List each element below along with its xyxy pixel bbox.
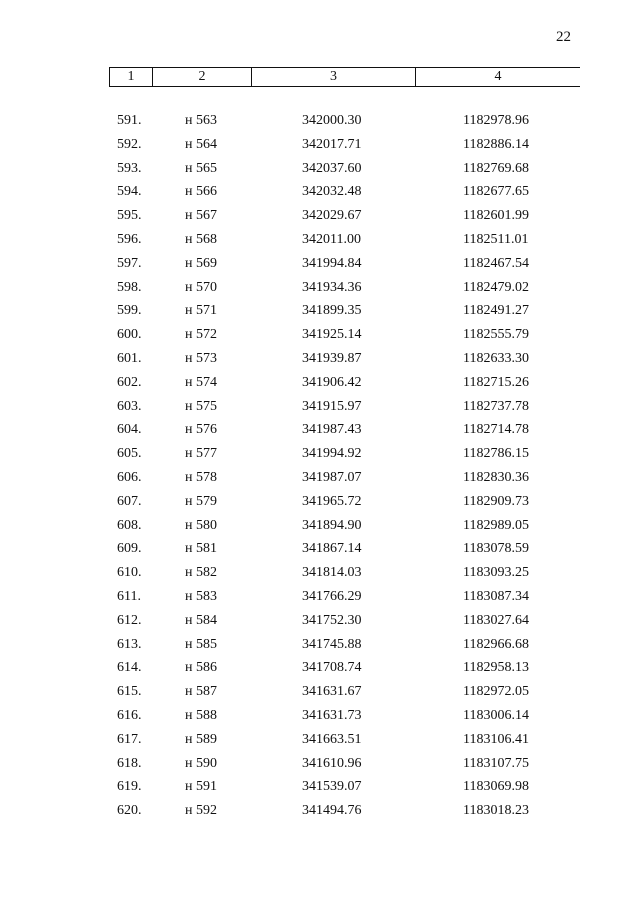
point-name: н 576 bbox=[185, 422, 217, 438]
coord-x: 341987.07 bbox=[302, 469, 362, 485]
point-name: н 586 bbox=[185, 660, 217, 676]
table-row bbox=[0, 276, 639, 300]
coord-y: 1182601.99 bbox=[463, 208, 529, 224]
table-row bbox=[0, 442, 639, 466]
table-row bbox=[0, 323, 639, 347]
coord-y: 1183027.64 bbox=[463, 612, 529, 628]
row-number: 604. bbox=[117, 422, 142, 438]
coord-y: 1183006.14 bbox=[463, 707, 529, 723]
coord-y: 1182989.05 bbox=[463, 517, 529, 533]
coord-y: 1182714.78 bbox=[463, 422, 529, 438]
coord-y: 1183093.25 bbox=[463, 565, 529, 581]
row-number: 607. bbox=[117, 493, 142, 509]
coord-y: 1182633.30 bbox=[463, 350, 529, 366]
coord-x: 341814.03 bbox=[302, 565, 362, 581]
row-number: 620. bbox=[117, 803, 142, 819]
point-name: н 578 bbox=[185, 469, 217, 485]
coord-x: 341867.14 bbox=[302, 541, 362, 557]
coord-y: 1183087.34 bbox=[463, 588, 529, 604]
coord-y: 1182966.68 bbox=[463, 636, 529, 652]
coord-y: 1182886.14 bbox=[463, 136, 529, 152]
row-number: 611. bbox=[117, 588, 141, 604]
row-number: 603. bbox=[117, 398, 142, 414]
row-number: 609. bbox=[117, 541, 142, 557]
coord-x: 342017.71 bbox=[302, 136, 362, 152]
coord-x: 342029.67 bbox=[302, 208, 362, 224]
coord-x: 341994.92 bbox=[302, 446, 362, 462]
point-name: н 589 bbox=[185, 731, 217, 747]
coord-y: 1183018.23 bbox=[463, 803, 529, 819]
table-row bbox=[0, 228, 639, 252]
point-name: н 564 bbox=[185, 136, 217, 152]
coord-y: 1183069.98 bbox=[463, 779, 529, 795]
table-row bbox=[0, 157, 639, 181]
row-number: 596. bbox=[117, 231, 142, 247]
table-row bbox=[0, 752, 639, 776]
coord-x: 341745.88 bbox=[302, 636, 362, 652]
coord-y: 1182479.02 bbox=[463, 279, 529, 295]
row-number: 612. bbox=[117, 612, 142, 628]
table-row bbox=[0, 347, 639, 371]
point-name: н 580 bbox=[185, 517, 217, 533]
coord-x: 341708.74 bbox=[302, 660, 362, 676]
row-number: 601. bbox=[117, 350, 142, 366]
header-col-1: 1 bbox=[109, 68, 153, 86]
row-number: 602. bbox=[117, 374, 142, 390]
point-name: н 585 bbox=[185, 636, 217, 652]
coord-x: 341899.35 bbox=[302, 303, 362, 319]
table-body bbox=[0, 109, 639, 823]
table-row bbox=[0, 180, 639, 204]
table-row bbox=[0, 656, 639, 680]
coord-y: 1182737.78 bbox=[463, 398, 529, 414]
coord-y: 1182491.27 bbox=[463, 303, 529, 319]
point-name: н 570 bbox=[185, 279, 217, 295]
coord-y: 1182511.01 bbox=[463, 231, 529, 247]
table-row bbox=[0, 561, 639, 585]
table-row bbox=[0, 252, 639, 276]
point-name: н 571 bbox=[185, 303, 217, 319]
table-row bbox=[0, 799, 639, 823]
row-number: 606. bbox=[117, 469, 142, 485]
coord-y: 1182786.15 bbox=[463, 446, 529, 462]
table-row bbox=[0, 680, 639, 704]
coord-y: 1182467.54 bbox=[463, 255, 529, 271]
coord-x: 341663.51 bbox=[302, 731, 362, 747]
row-number: 594. bbox=[117, 184, 142, 200]
coord-y: 1182978.96 bbox=[463, 113, 529, 128]
point-name: н 577 bbox=[185, 446, 217, 462]
row-number: 592. bbox=[117, 136, 142, 152]
coord-x: 341766.29 bbox=[302, 588, 362, 604]
row-number: 600. bbox=[117, 327, 142, 343]
row-number: 597. bbox=[117, 255, 142, 271]
coord-y: 1182909.73 bbox=[463, 493, 529, 509]
table-row bbox=[0, 133, 639, 157]
row-number: 593. bbox=[117, 160, 142, 176]
coord-x: 341539.07 bbox=[302, 779, 362, 795]
coord-y: 1182677.65 bbox=[463, 184, 529, 200]
table-row bbox=[0, 395, 639, 419]
coord-y: 1182769.68 bbox=[463, 160, 529, 176]
page-number: 22 bbox=[556, 29, 571, 45]
coord-x: 341894.90 bbox=[302, 517, 362, 533]
coord-x: 342011.00 bbox=[302, 231, 361, 247]
coord-x: 341915.97 bbox=[302, 398, 362, 414]
table-row bbox=[0, 466, 639, 490]
coord-x: 341494.76 bbox=[302, 803, 362, 819]
point-name: н 563 bbox=[185, 113, 217, 128]
row-number: 591. bbox=[117, 113, 142, 128]
point-name: н 569 bbox=[185, 255, 217, 271]
point-name: н 579 bbox=[185, 493, 217, 509]
table-row bbox=[0, 514, 639, 538]
point-name: н 573 bbox=[185, 350, 217, 366]
table-row bbox=[0, 585, 639, 609]
table-row bbox=[0, 728, 639, 752]
point-name: н 566 bbox=[185, 184, 217, 200]
point-name: н 590 bbox=[185, 755, 217, 771]
point-name: н 583 bbox=[185, 588, 217, 604]
table-row bbox=[0, 609, 639, 633]
coord-y: 1182555.79 bbox=[463, 327, 529, 343]
row-number: 618. bbox=[117, 755, 142, 771]
header-col-4: 4 bbox=[494, 69, 502, 84]
table-row bbox=[0, 633, 639, 657]
coord-x: 341631.73 bbox=[302, 707, 362, 723]
coord-y: 1182715.26 bbox=[463, 374, 529, 390]
coord-y: 1182830.36 bbox=[463, 469, 529, 485]
point-name: н 587 bbox=[185, 684, 217, 700]
coord-x: 341965.72 bbox=[302, 493, 362, 509]
coord-y: 1183106.41 bbox=[463, 731, 529, 747]
table-row bbox=[0, 299, 639, 323]
table-header bbox=[109, 67, 580, 87]
point-name: н 588 bbox=[185, 707, 217, 723]
table-row bbox=[0, 204, 639, 228]
point-name: н 582 bbox=[185, 565, 217, 581]
row-number: 608. bbox=[117, 517, 142, 533]
coord-y: 1183107.75 bbox=[463, 755, 529, 771]
table-row bbox=[0, 775, 639, 799]
point-name: н 581 bbox=[185, 541, 217, 557]
point-name: н 572 bbox=[185, 327, 217, 343]
row-number: 619. bbox=[117, 779, 142, 795]
coord-x: 341987.43 bbox=[302, 422, 362, 438]
row-number: 598. bbox=[117, 279, 142, 295]
coord-y: 1183078.59 bbox=[463, 541, 529, 557]
coord-x: 341631.67 bbox=[302, 684, 362, 700]
table-row bbox=[0, 418, 639, 442]
coord-x: 341925.14 bbox=[302, 327, 362, 343]
row-number: 613. bbox=[117, 636, 142, 652]
coord-y: 1182972.05 bbox=[463, 684, 529, 700]
coord-x: 341934.36 bbox=[302, 279, 362, 295]
row-number: 595. bbox=[117, 208, 142, 224]
table-row bbox=[0, 109, 639, 133]
point-name: н 591 bbox=[185, 779, 217, 795]
table-row bbox=[0, 537, 639, 561]
coord-x: 341994.84 bbox=[302, 255, 362, 271]
coord-y: 1182958.13 bbox=[463, 660, 529, 676]
row-number: 610. bbox=[117, 565, 142, 581]
coord-x: 342000.30 bbox=[302, 113, 362, 128]
header-col-3: 3 bbox=[252, 68, 416, 86]
coord-x: 342032.48 bbox=[302, 184, 362, 200]
row-number: 615. bbox=[117, 684, 142, 700]
point-name: н 574 bbox=[185, 374, 217, 390]
table-row bbox=[0, 371, 639, 395]
point-name: н 584 bbox=[185, 612, 217, 628]
row-number: 616. bbox=[117, 707, 142, 723]
point-name: н 568 bbox=[185, 231, 217, 247]
table-row bbox=[0, 704, 639, 728]
row-number: 614. bbox=[117, 660, 142, 676]
coord-x: 341752.30 bbox=[302, 612, 362, 628]
coord-x: 342037.60 bbox=[302, 160, 362, 176]
table-row bbox=[0, 490, 639, 514]
coord-x: 341939.87 bbox=[302, 350, 362, 366]
header-col-2: 2 bbox=[153, 68, 252, 86]
row-number: 605. bbox=[117, 446, 142, 462]
coord-x: 341906.42 bbox=[302, 374, 362, 390]
point-name: н 565 bbox=[185, 160, 217, 176]
row-number: 599. bbox=[117, 303, 142, 319]
point-name: н 592 bbox=[185, 803, 217, 819]
point-name: н 575 bbox=[185, 398, 217, 414]
coord-x: 341610.96 bbox=[302, 755, 362, 771]
row-number: 617. bbox=[117, 731, 142, 747]
point-name: н 567 bbox=[185, 208, 217, 224]
